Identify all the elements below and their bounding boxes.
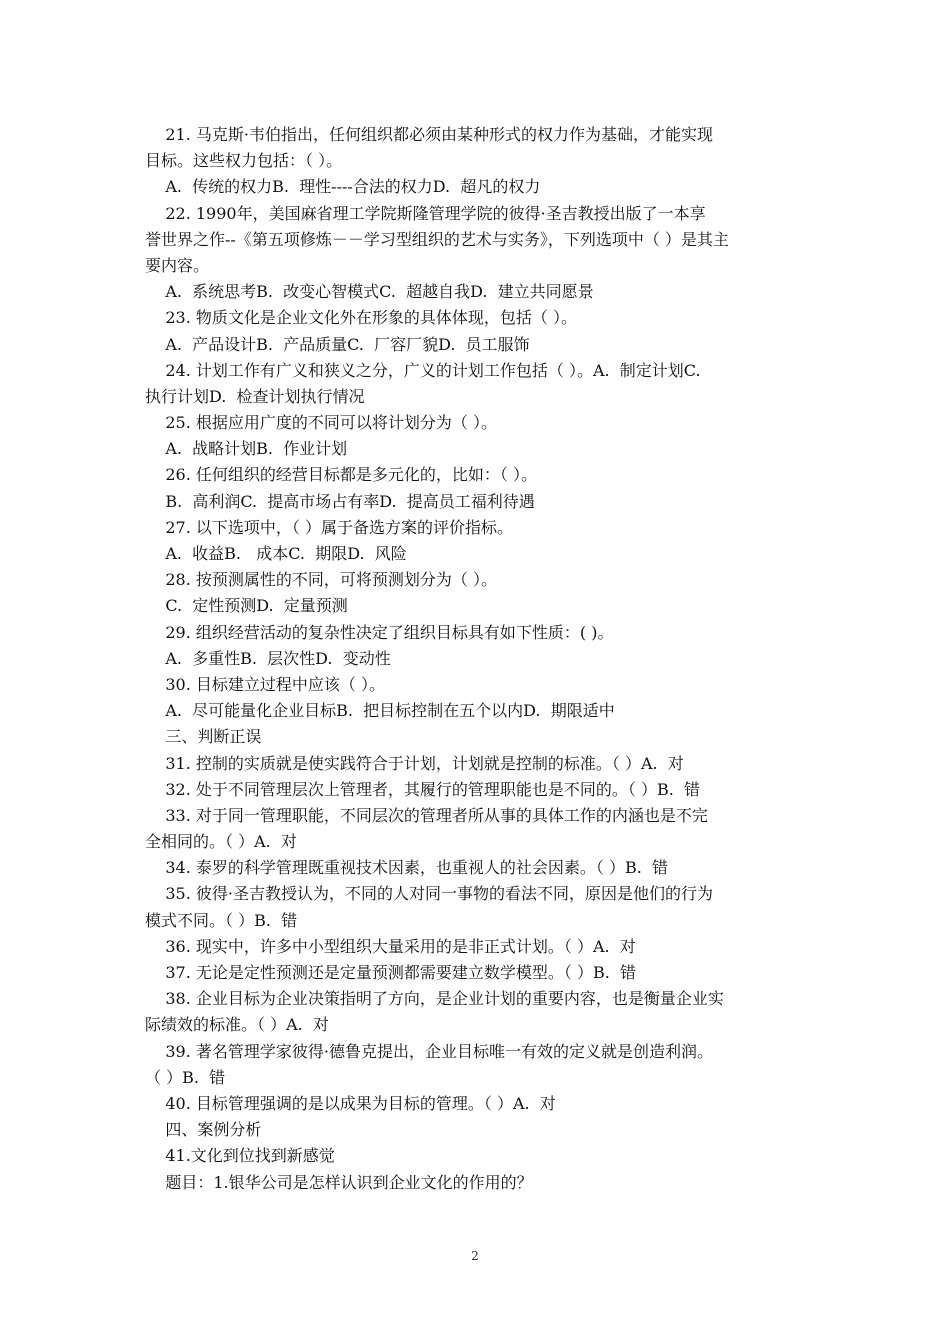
text-line: 41.文化到位找到新感觉 [145,1146,335,1166]
text-line: A. 产品设计B. 产品质量C. 厂容厂貌D. 员工服饰 [145,334,530,354]
text-line: A. 系统思考B. 改变心智模式C. 超越自我D. 建立共同愿景 [145,282,594,302]
text-line: 35. 彼得·圣吉教授认为，不同的人对同一事物的看法不同，原因是他们的行为 [145,884,713,904]
text-line: C. 定性预测D. 定量预测 [145,596,348,616]
text-line: 31. 控制的实质就是使实践符合于计划，计划就是控制的标准。（ ）A. 对 [145,753,684,773]
text-line: 33. 对于同一管理职能，不同层次的管理者所从事的具体工作的内涵也是不完 [145,805,708,825]
text-line: 28. 按预测属性的不同，可将预测划分为（ ）。 [145,570,497,590]
text-line: 22. 1990年，美国麻省理工学院斯隆管理学院的彼得·圣吉教授出版了一本享 [145,203,706,223]
text-line: 36. 现实中，许多中小型组织大量采用的是非正式计划。（ ）A. 对 [145,936,636,956]
text-line: 29. 组织经营活动的复杂性决定了组织目标具有如下性质：( )。 [145,622,614,642]
text-line: A. 多重性B. 层次性D. 变动性 [145,648,391,668]
text-line: 25. 根据应用广度的不同可以将计划分为（ ）。 [145,413,497,433]
page-number: 2 [471,1249,479,1263]
text-line: A. 战略计划B. 作业计划 [145,439,348,459]
text-line: 24. 计划工作有广义和狭义之分，广义的计划工作包括（ ）。A. 制定计划C. [145,360,701,380]
text-line: 38. 企业目标为企业决策指明了方向，是企业计划的重要内容，也是衡量企业实 [145,989,724,1009]
text-line: 执行计划D. 检查计划执行情况 [145,386,365,406]
text-line: 誉世界之作--《第五项修炼－－学习型组织的艺术与实务》，下列选项中（ ）是其主 [145,229,729,249]
text-line: 21. 马克斯·韦伯指出，任何组织都必须由某种形式的权力作为基础，才能实现 [145,125,713,144]
text-line: 40. 目标管理强调的是以成果为目标的管理。（ ）A. 对 [145,1093,556,1113]
text-line: A. 尽可能量化企业目标B. 把目标控制在五个以内D. 期限适中 [145,701,615,721]
text-line: 26. 任何组织的经营目标都是多元化的，比如：（ ）。 [145,465,537,485]
text-line: 际绩效的标准。（ ）A. 对 [145,1015,329,1035]
text-line: B. 高利润C. 提高市场占有率D. 提高员工福利待遇 [145,491,535,511]
text-line: 37. 无论是定性预测还是定量预测都需要建立数学模型。（ ）B. 错 [145,963,636,982]
text-line: 要内容。 [145,255,210,275]
text-line: 27. 以下选项中，（ ）属于备选方案的评价指标。 [145,517,513,537]
text-line: 全相同的。（ ）A. 对 [145,832,297,852]
text-line: A. 收益B. 成本C. 期限D. 风险 [145,544,407,563]
text-line: 题目：1.银华公司是怎样认识到企业文化的作用的？ [145,1172,533,1192]
text-line: 23. 物质文化是企业文化外在形象的具体体现，包括（ ）。 [145,308,577,328]
text-line: 四、案例分析 [145,1120,262,1140]
text-line: 目标。这些权力包括：（ ）。 [145,151,343,171]
text-line: 模式不同。（ ）B. 错 [145,910,298,930]
text-line: 30. 目标建立过程中应该（ ）。 [145,674,385,694]
text-line: A. 传统的权力B. 理性----合法的权力D. 超凡的权力 [145,177,541,197]
text-line: 34. 泰罗的科学管理既重视技术因素，也重视人的社会因素。（ ）B. 错 [145,858,668,878]
document-body [145,122,810,1196]
text-line: 32. 处于不同管理层次上管理者，其履行的管理职能也是不同的。（ ）B. 错 [145,779,700,799]
text-line: （ ）B. 错 [145,1067,226,1087]
text-line: 39. 著名管理学家彼得·德鲁克提出，企业目标唯一有效的定义就是创造利润。 [145,1041,713,1061]
text-line: 三、判断正误 [145,727,262,747]
